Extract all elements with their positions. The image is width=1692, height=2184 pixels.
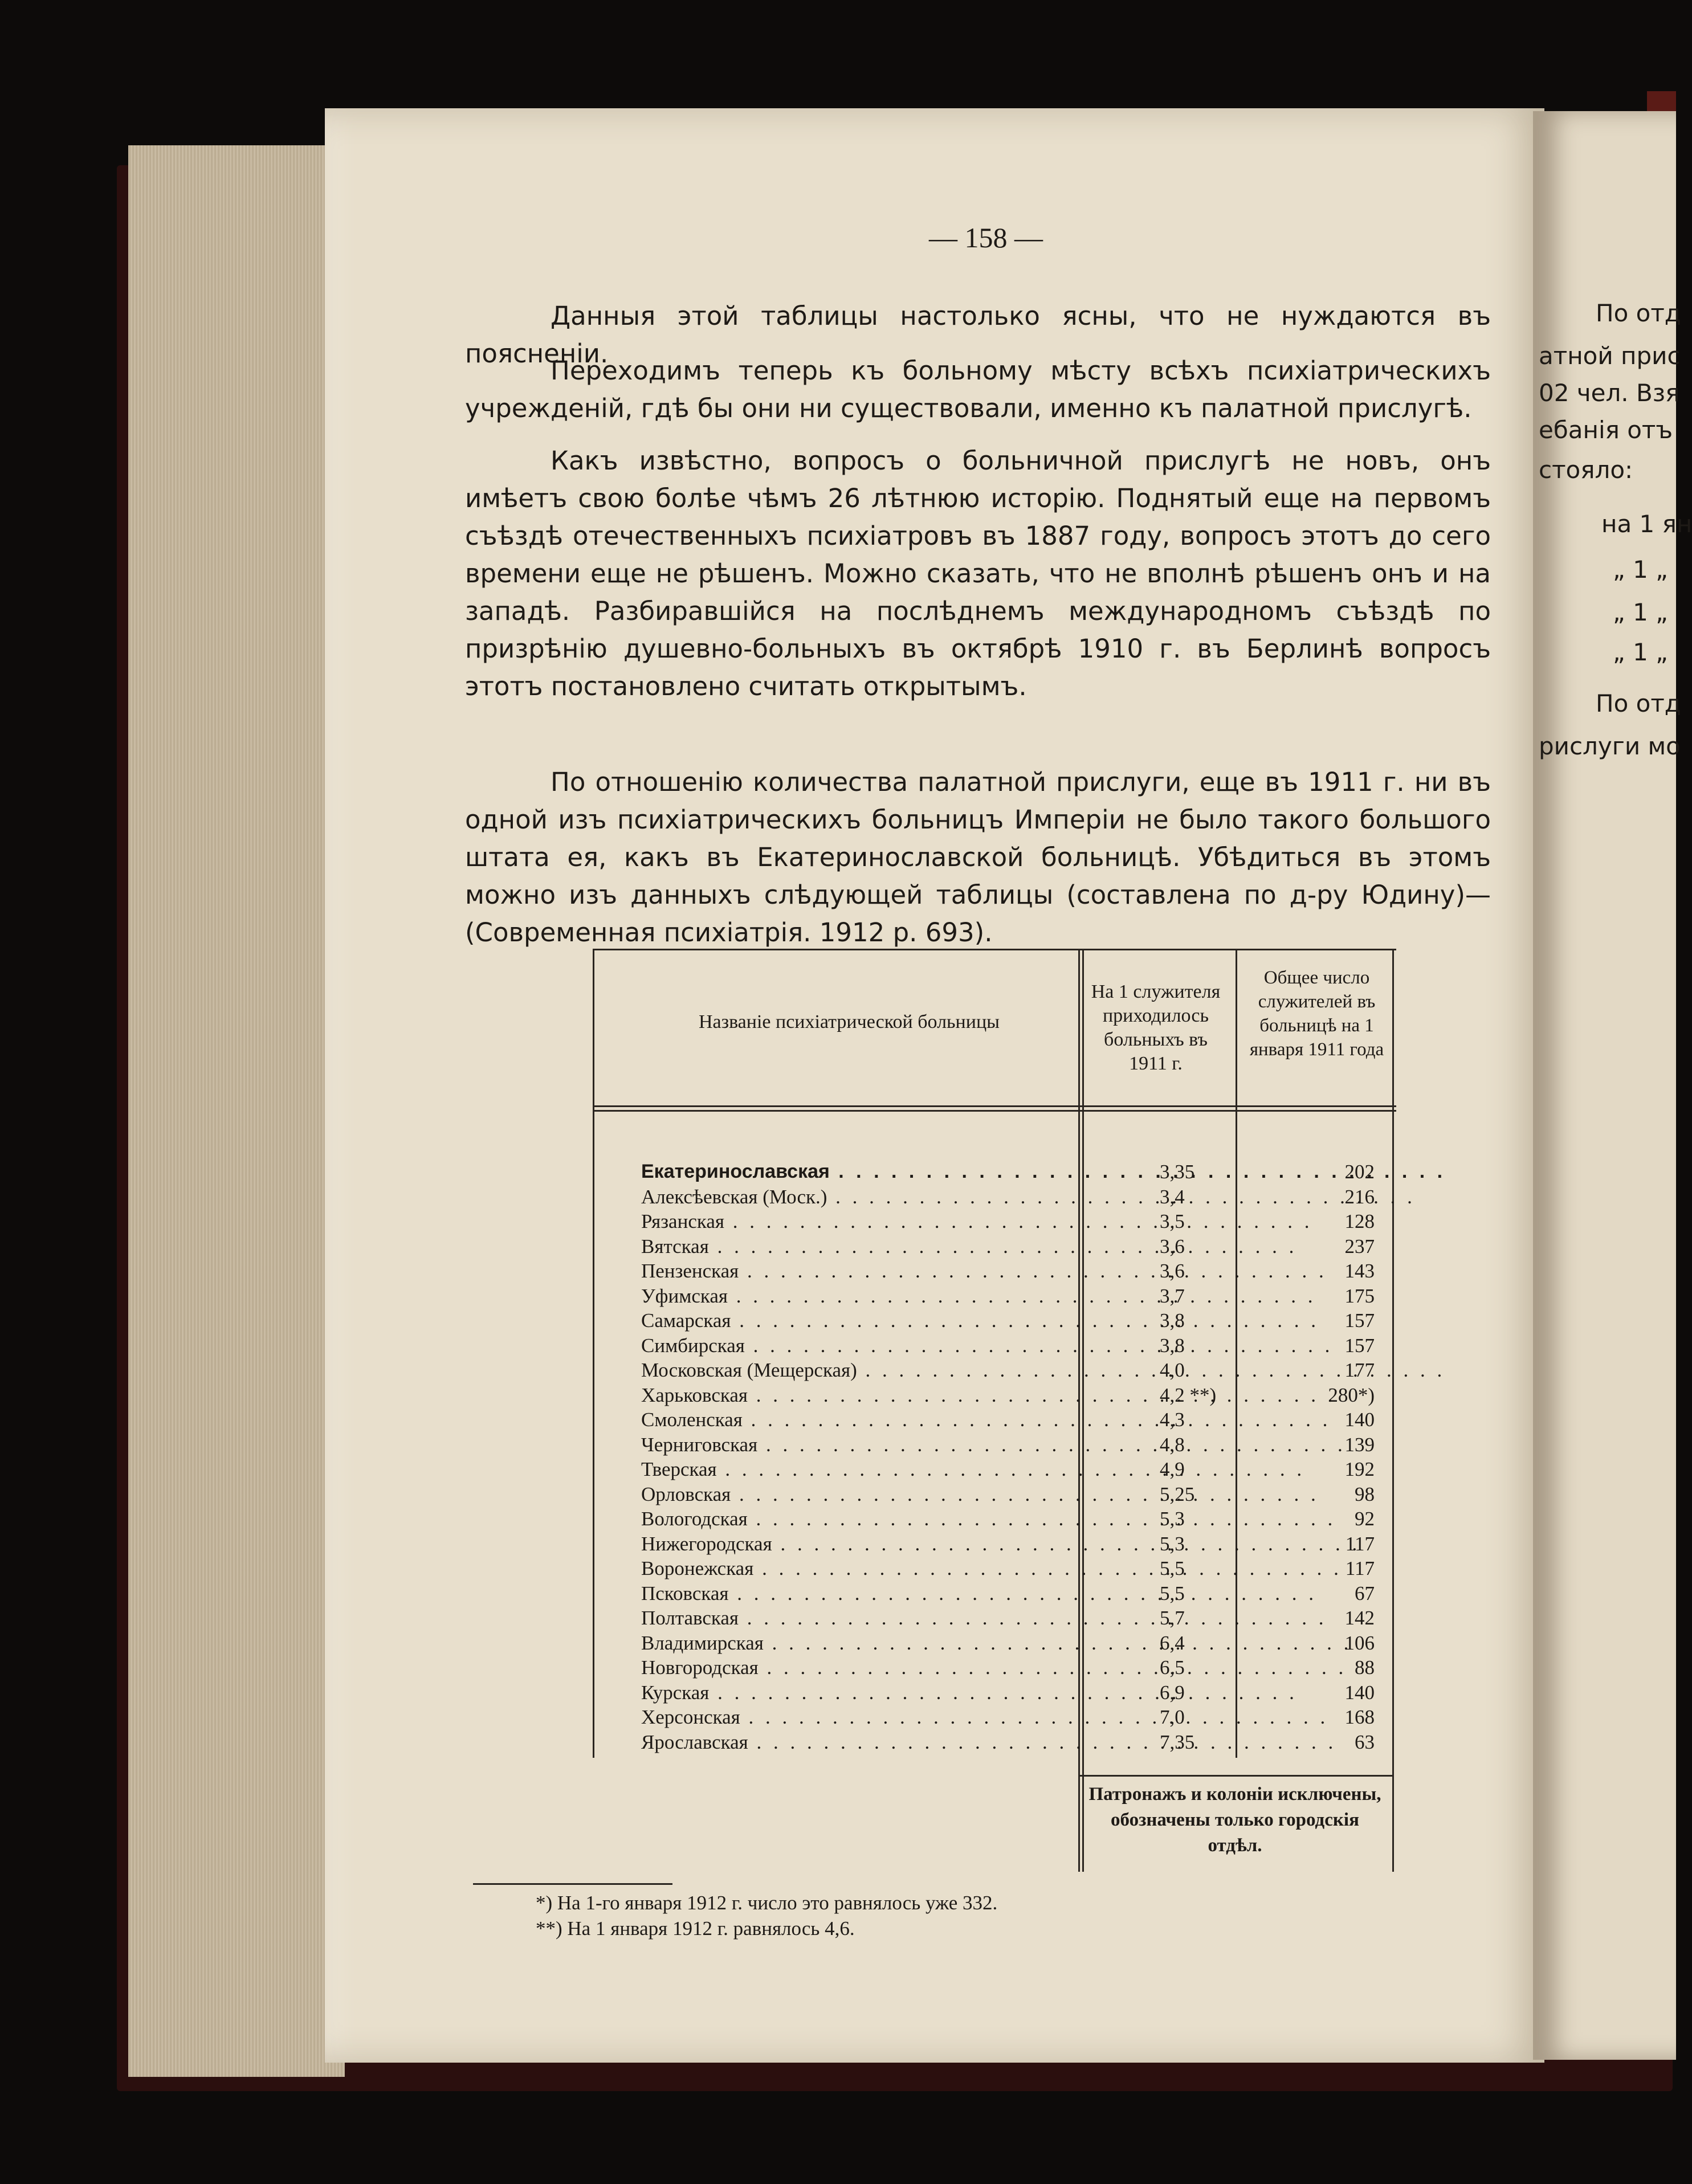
patients-per-attendant: 4,8: [1160, 1433, 1185, 1456]
patients-per-attendant: 3,35: [1160, 1161, 1195, 1183]
staff-count: 106: [1344, 1631, 1375, 1654]
table-row: [593, 1532, 1396, 1557]
paragraph-4-text: По отношенiю количества палатной прислуги, еще въ 1911 г. ни въ одной изъ психiатрическихъ больницъ Имперiи не было такого большого штата ея, какъ въ Екатеринославской больницѣ. Убѣдиться въ этомъ можно изъ данныхъ слѣдующей таблицы (составлена по д-ру Юдину)—(Современная психiатрiя. 1912 р. 693).: [465, 767, 1491, 948]
paragraph-3-text: Какъ извѣстно, вопросъ о больничной прислугѣ не новъ, онъ имѣетъ свою болѣе чѣмъ 26 лѣтнюю исторiю. Поднятый еще на первомъ съѣздѣ отечественныхъ психiатровъ въ 1887 году, вопросъ этотъ до сего времени еще не рѣшенъ. Можно сказать, что не вполнѣ рѣшенъ онъ и на западѣ. Разбиравшiйся на послѣднемъ международномъ съѣздѣ по призрѣнiю душевно-больныхъ въ октябрѣ 1910 г. въ Берлинѣ вопросъ этотъ постановлено считать открытымъ.: [465, 446, 1491, 701]
patients-per-attendant: 5,5: [1160, 1582, 1185, 1605]
table-row: [593, 1730, 1396, 1755]
table-row: [593, 1482, 1396, 1507]
paragraph-1-text: Данныя этой таблицы настолько ясны, что не нуждаются въ поясненiи.: [465, 301, 1491, 369]
hospital-name: Пензенская . . .: [641, 1259, 1074, 1284]
patients-per-attendant: 3,7: [1160, 1284, 1185, 1307]
staff-count: 117: [1345, 1532, 1375, 1555]
hospital-name: Московская (Мещерская) . . .: [641, 1358, 1074, 1383]
patients-per-attendant: 5,7: [1160, 1607, 1185, 1629]
hospital-name: Смоленская . . .: [641, 1407, 1074, 1432]
staff-count: 237: [1344, 1235, 1375, 1258]
right-page-line: ебанiя отъ: [1539, 416, 1673, 444]
patients-per-attendant: 4,9: [1160, 1458, 1185, 1480]
patients-per-attendant: 3,6: [1160, 1235, 1185, 1258]
table-row: [593, 1259, 1396, 1284]
staff-count: 140: [1344, 1681, 1375, 1704]
staff-count: 98: [1355, 1483, 1375, 1505]
right-page-line: на 1 ян: [1601, 510, 1692, 538]
table-row: [593, 1655, 1396, 1680]
patients-per-attendant: 5,3: [1160, 1532, 1185, 1555]
patients-per-attendant: 3,8: [1160, 1309, 1185, 1332]
right-page-line: 02 чел. Взя: [1539, 379, 1680, 407]
patients-per-attendant: 6,5: [1160, 1656, 1185, 1679]
page-edge-stack: [128, 145, 345, 2077]
hospital-name: Орловская . . .: [641, 1482, 1074, 1507]
staff-count: 177: [1344, 1359, 1375, 1381]
table-row: [593, 1556, 1396, 1581]
paragraph-2-text: Переходимъ теперь къ больному мѣсту всѣхъ психiатрическихъ учрежденiй, гдѣ бы они ни существовали, именно къ палатной прислугѣ.: [465, 356, 1491, 423]
footnote-2: **) На 1 января 1912 г. равнялось 4,6.: [536, 1917, 855, 1940]
hospital-name: Вятская . . .: [641, 1234, 1074, 1259]
hospital-name: Рязанская . . .: [641, 1209, 1074, 1234]
staff-count: 157: [1344, 1309, 1375, 1332]
patients-per-attendant: 3,5: [1160, 1210, 1185, 1232]
paragraph-2: [465, 352, 1491, 427]
hospital-name: Херсонская . . .: [641, 1705, 1074, 1730]
hospital-name: Уфимская . . .: [641, 1284, 1074, 1309]
table-row: [593, 1705, 1396, 1730]
hospital-name: Вологодская . . .: [641, 1507, 1074, 1532]
table-row: [593, 1432, 1396, 1458]
staff-count: 63: [1355, 1730, 1375, 1753]
staff-count: 67: [1355, 1582, 1375, 1605]
staff-count: 142: [1344, 1607, 1375, 1629]
hospital-name: Полтавская . . .: [641, 1606, 1074, 1631]
staff-count: 175: [1344, 1284, 1375, 1307]
table-note: Патронажъ и колонiи исключены, обозначены только городскiя отдѣл.: [1088, 1784, 1381, 1856]
staff-count: 88: [1355, 1656, 1375, 1679]
right-page-line: „ 1 „: [1613, 556, 1668, 583]
hospital-name: Екатеринославская . . .: [641, 1160, 1074, 1185]
table-header-rule-1: [593, 1105, 1396, 1107]
table-row: [593, 1606, 1396, 1631]
right-page-line: рислуги мо: [1539, 732, 1681, 760]
hospital-name: Новгородская . . .: [641, 1655, 1074, 1680]
hospital-name: Самарская . . .: [641, 1308, 1074, 1333]
right-page-line: „ 1 „: [1613, 598, 1668, 626]
table-row: [593, 1234, 1396, 1259]
hospital-name: Воронежская . . .: [641, 1556, 1074, 1581]
staff-count: 168: [1344, 1706, 1375, 1728]
hospital-name: Тверская . . .: [641, 1457, 1074, 1482]
hospital-name: Симбирская . . .: [641, 1333, 1074, 1358]
patients-per-attendant: 6,9: [1160, 1681, 1185, 1704]
table-row: [593, 1680, 1396, 1705]
staff-count: 143: [1344, 1260, 1375, 1282]
table-row: [593, 1160, 1396, 1185]
table-body: [593, 1160, 1396, 1754]
hospital-name: Владимирская . . .: [641, 1631, 1074, 1656]
table-row: [593, 1333, 1396, 1358]
patients-per-attendant: 3,4: [1160, 1185, 1185, 1208]
staff-count: 139: [1344, 1433, 1375, 1456]
footnote-rule: [473, 1883, 672, 1885]
hospital-name: Черниговская . . .: [641, 1432, 1074, 1458]
staff-count: 192: [1344, 1458, 1375, 1480]
staff-count: 117: [1345, 1557, 1375, 1579]
staff-count: 280*): [1328, 1383, 1375, 1406]
page-number: — 158 —: [929, 222, 1043, 254]
table-row: [593, 1383, 1396, 1408]
hospital-name: Курская . . .: [641, 1680, 1074, 1705]
table-row: [593, 1507, 1396, 1532]
hospital-staff-table: [593, 949, 1396, 1872]
patients-per-attendant: 7,35: [1160, 1730, 1195, 1753]
footnote-1: *) На 1-го января 1912 г. число это равнялось уже 332.: [536, 1892, 998, 1914]
staff-count: 157: [1344, 1334, 1375, 1357]
staff-count: 202: [1344, 1161, 1375, 1183]
staff-count: 92: [1355, 1508, 1375, 1530]
column-header-staff: Общее число служителей въ больницѣ на 1 января 1911 года: [1249, 968, 1384, 1060]
table-row: [593, 1407, 1396, 1432]
patients-per-attendant: 3,8: [1160, 1334, 1185, 1357]
hospital-name: Харьковская . . .: [641, 1383, 1074, 1408]
table-row: [593, 1457, 1396, 1482]
column-header-ratio: На 1 служителя приходилось больныхъ въ 1911 г.: [1091, 981, 1221, 1074]
hospital-name: Псковская . . .: [641, 1581, 1074, 1606]
hospital-name: Ярославская . . .: [641, 1730, 1074, 1755]
patients-per-attendant: 4,2 **): [1160, 1383, 1217, 1406]
patients-per-attendant: 5,25: [1160, 1483, 1195, 1505]
patients-per-attendant: 3,6: [1160, 1260, 1185, 1282]
table-row: [593, 1185, 1396, 1210]
patients-per-attendant: 4,0: [1160, 1359, 1185, 1381]
staff-count: 128: [1344, 1210, 1375, 1232]
paragraph-4: [465, 764, 1491, 952]
table-row: [593, 1209, 1396, 1234]
staff-count: 140: [1344, 1409, 1375, 1431]
patients-per-attendant: 6,4: [1160, 1631, 1185, 1654]
right-page-line: стояло:: [1539, 456, 1633, 484]
table-row: [593, 1358, 1396, 1383]
right-page-line: „ 1 „: [1613, 638, 1668, 666]
paragraph-3: [465, 442, 1491, 705]
right-page-line: По отд: [1596, 689, 1681, 717]
right-page-line: По отд: [1596, 299, 1681, 327]
hospital-name: Алексѣевская (Моск.) . . .: [641, 1185, 1074, 1210]
hospital-name: Нижегородская . . .: [641, 1532, 1074, 1557]
table-row: [593, 1284, 1396, 1309]
patients-per-attendant: 7,0: [1160, 1706, 1185, 1728]
patients-per-attendant: 4,3: [1160, 1409, 1185, 1431]
table-note-rule: [1078, 1775, 1394, 1777]
table-row: [593, 1308, 1396, 1333]
staff-count: 216: [1344, 1185, 1375, 1208]
table-header-rule-2: [593, 1110, 1396, 1112]
column-header-name: Названiе психiатрической больницы: [699, 1011, 1000, 1032]
table-row: [593, 1581, 1396, 1606]
table-top-rule: [593, 949, 1396, 950]
table-row: [593, 1631, 1396, 1656]
right-page-fragment: [1533, 111, 1692, 2060]
patients-per-attendant: 5,3: [1160, 1508, 1185, 1530]
right-page-line: атной прис: [1539, 342, 1681, 370]
patients-per-attendant: 5,5: [1160, 1557, 1185, 1579]
